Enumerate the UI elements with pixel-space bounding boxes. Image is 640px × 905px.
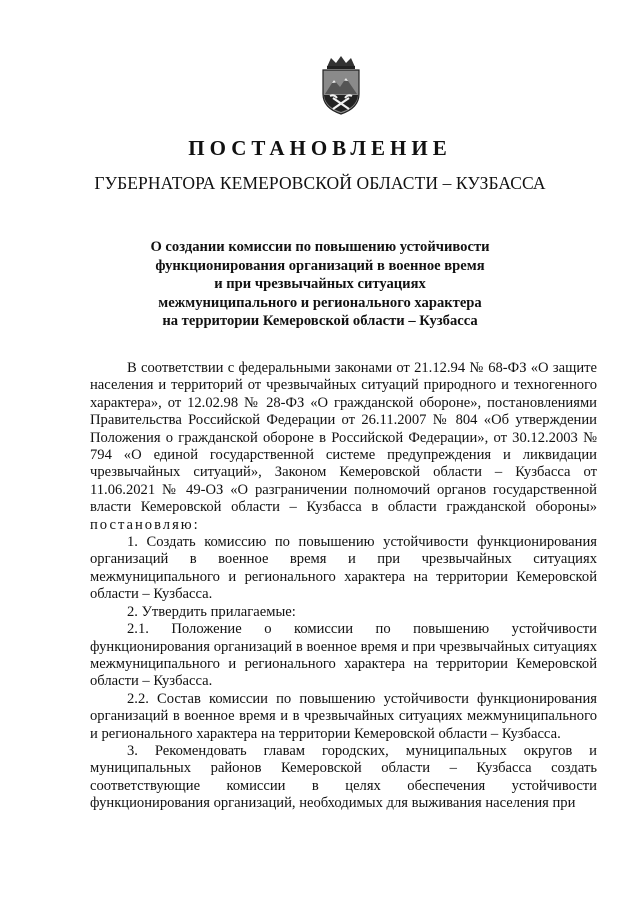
list-item: 2.2. Состав комиссии по повышению устойчивости функционирования организаций в военное время и в чрезвычайных ситуациях межмуниципального и регионального характера на территории Кемеровской области – Кузбасса. <box>90 690 597 742</box>
document-title: О создании комиссии по повышению устойчивости функционирования организаций в военное время и при чрезвычайных ситуациях межмуниципального и регионального характера на территории Кемеровской области – Кузбасса <box>150 239 490 330</box>
preamble-text: В соответствии с федеральными законами от 21.12.94 № 68-ФЗ «О защите населения и территорий от чрезвычайных ситуаций природного и техногенного характера», от 12.02.98 № 28-ФЗ «О гражданской обороне», постановлениями Правительства Российской Федерации от 26.11.2007 № 804 «Об утверждении Положения о гражданской обороне в Российской Федерации», от 30.12.2003 № 794 «О единой государственной системе предупреждения и ликвидации чрезвычайных ситуаций», Законом Кемеровской области – Кузбасса от 11.06.2021 № 49-ОЗ «О разграничении полномочий органов государственной власти Кемеровской области – Кузбасса в области гражданской обороны» <box>90 360 597 516</box>
document-type: ПОСТАНОВЛЕНИЕ <box>188 136 452 160</box>
issuer-title: ГУБЕРНАТОРА КЕМЕРОВСКОЙ ОБЛАСТИ – КУЗБАССА <box>94 173 546 193</box>
preamble-paragraph <box>90 360 597 534</box>
list-item: 3. Рекомендовать главам городских, муниципальных округов и муниципальных районов Кемеровской области – Кузбасса создать соответствующие комиссии в целях обеспечения устойчивости функционирования организаций, необходимых для выживания населения при <box>90 742 597 812</box>
document-body <box>90 360 597 813</box>
list-item: 2.1. Положение о комиссии по повышению устойчивости функционирования организаций в военное время и при чрезвычайных ситуациях межмуниципального и регионального характера на территории Кемеровской области – Кузбасса. <box>90 621 597 690</box>
list-item: 2. Утвердить прилагаемые: <box>127 603 296 620</box>
coat-of-arms-icon <box>314 54 368 116</box>
resolve-word: постановляю: <box>90 516 200 533</box>
list-item: 1. Создать комиссию по повышению устойчивости функционирования организаций в военное время и при чрезвычайных ситуациях межмуниципального и регионального характера на территории Кемеровской области – Кузбасса. <box>90 534 597 603</box>
